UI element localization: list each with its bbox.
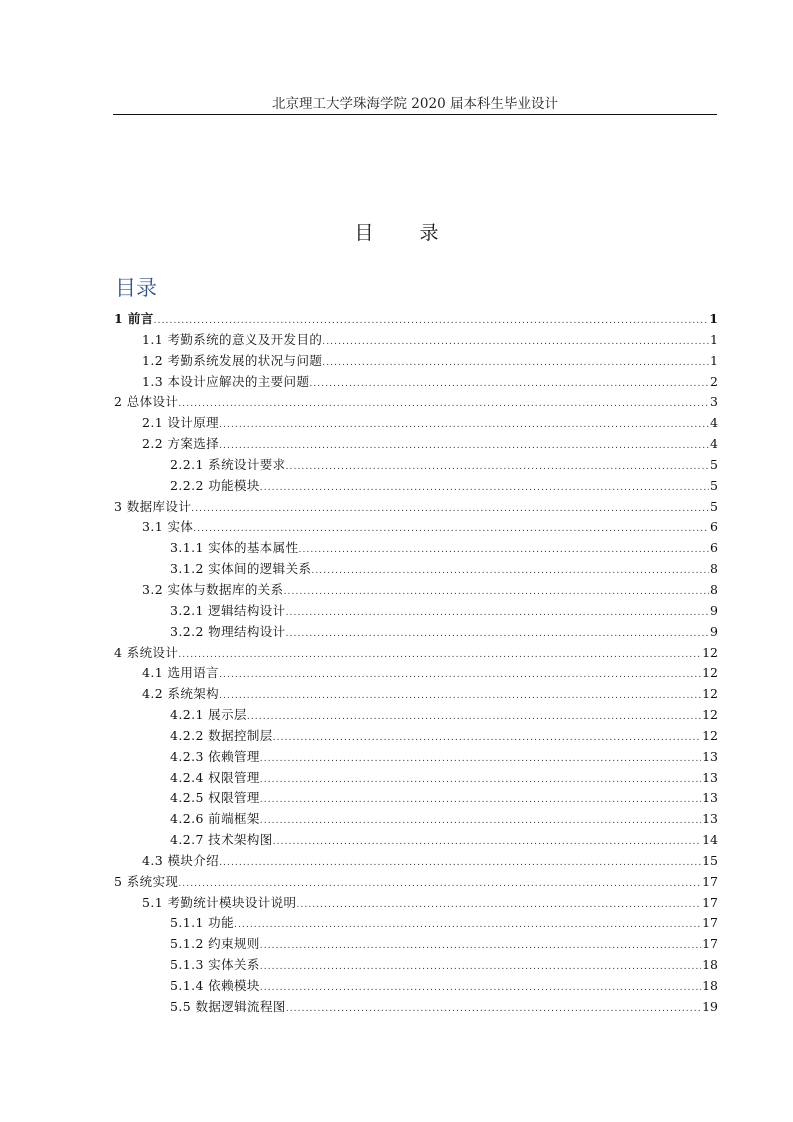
toc-page-number: 19: [702, 998, 718, 1014]
toc-entry[interactable]: [114, 497, 718, 518]
toc-entry[interactable]: [114, 351, 718, 372]
toc-entry-title: 4.2.4 权限管理: [170, 769, 260, 785]
toc-entry-title: 4.3 模块介绍: [142, 852, 220, 868]
toc-dot-leader: [311, 561, 709, 582]
toc-page-number: 8: [710, 581, 718, 597]
toc-page-number: 13: [702, 811, 718, 827]
toc-entry[interactable]: [114, 705, 718, 726]
toc-entry[interactable]: [114, 455, 718, 476]
toc-entry-title: 1.2 考勤系统发展的状况与问题: [142, 352, 323, 368]
toc-page-number: 5: [710, 456, 718, 472]
toc-page-number: 18: [702, 957, 718, 973]
toc-page-number: 17: [702, 873, 718, 889]
toc-page-number: 13: [702, 790, 718, 806]
toc-entry-title: 5.1.4 依赖模块: [170, 978, 260, 993]
toc-page-number: 6: [710, 519, 718, 535]
toc-entry[interactable]: [114, 601, 718, 622]
toc-dot-leader: [298, 540, 709, 561]
toc-entry-title: 4.2.7 技术架构图: [170, 832, 273, 848]
toc-dot-leader: [296, 895, 701, 916]
toc-entry-title: 5.5 数据逻辑流程图: [170, 998, 286, 1014]
toc-entry[interactable]: [114, 559, 718, 580]
toc-entry[interactable]: [114, 580, 718, 601]
toc-dot-leader: [260, 770, 701, 791]
toc-dot-leader: [284, 582, 709, 603]
table-of-contents: [114, 309, 718, 1018]
toc-entry-title: 1.1 考勤系统的意义及开发目的: [142, 331, 323, 347]
toc-entry-title: 2.2.1 系统设计要求: [170, 456, 286, 472]
toc-entry[interactable]: [114, 809, 718, 830]
toc-entry[interactable]: [114, 788, 718, 809]
toc-entry[interactable]: [114, 309, 718, 330]
toc-dot-leader: [273, 832, 701, 853]
toc-entry[interactable]: [114, 955, 718, 976]
toc-page-number: 17: [702, 936, 718, 952]
toc-entry[interactable]: [114, 372, 718, 393]
toc-entry[interactable]: [114, 684, 718, 705]
toc-page-number: 4: [710, 415, 718, 431]
toc-entry-title: 2.1 设计原理: [142, 415, 220, 431]
toc-entry[interactable]: [114, 434, 718, 455]
toc-entry-title: 4.2.1 展示层: [170, 707, 247, 723]
toc-entry[interactable]: [114, 476, 718, 497]
toc-entry-title: 4.2.5 权限管理: [170, 790, 260, 806]
toc-page-number: 17: [702, 894, 718, 910]
toc-entry[interactable]: [114, 747, 718, 768]
toc-dot-leader: [309, 374, 709, 395]
toc-entry[interactable]: [114, 934, 718, 955]
toc-entry-title: 5.1 考勤统计模块设计说明: [142, 894, 297, 910]
toc-page-number: 13: [702, 769, 718, 785]
toc-dot-leader: [260, 978, 701, 999]
toc-entry[interactable]: [114, 517, 718, 538]
toc-dot-leader: [260, 957, 701, 978]
toc-page-number: 1: [710, 352, 718, 368]
toc-page-number: 12: [702, 665, 718, 681]
header-divider: [113, 114, 717, 115]
toc-entry[interactable]: [114, 663, 718, 684]
toc-page-number: 12: [702, 686, 718, 702]
toc-entry[interactable]: [114, 872, 718, 893]
toc-page-number: 5: [710, 498, 718, 514]
page-title: 目 录: [354, 222, 459, 244]
toc-heading: 目录: [115, 276, 157, 300]
toc-dot-leader: [260, 749, 701, 770]
toc-dot-leader: [219, 415, 709, 436]
toc-page-number: 12: [702, 644, 718, 660]
toc-entry-title: 3.1.2 实体间的逻辑关系: [170, 561, 312, 577]
toc-dot-leader: [260, 478, 709, 499]
toc-dot-leader: [178, 394, 709, 415]
toc-dot-leader: [286, 603, 709, 624]
toc-page-number: 15: [702, 852, 718, 868]
toc-page-number: 12: [702, 707, 718, 723]
toc-entry-title: 3.2 实体与数据库的关系: [142, 581, 284, 597]
toc-entry-title: 3.2.2 物理结构设计: [170, 623, 286, 639]
toc-page-number: 17: [702, 915, 718, 931]
toc-page-number: 14: [702, 832, 718, 848]
toc-dot-leader: [178, 874, 701, 895]
toc-dot-leader: [219, 686, 701, 707]
toc-entry-title: 1 前言: [114, 311, 154, 326]
toc-entry-title: 5.1.2 约束规则: [170, 936, 260, 952]
toc-entry-title: 4.1 选用语言: [142, 665, 220, 681]
toc-dot-leader: [247, 707, 701, 728]
toc-dot-leader: [193, 519, 709, 540]
toc-page-number: 3: [710, 394, 718, 410]
toc-entry-title: 2.2 方案选择: [142, 436, 220, 452]
toc-entry-title: 5.1.3 实体关系: [170, 957, 260, 973]
toc-entry[interactable]: [114, 851, 718, 872]
toc-entry-title: 5 系统实现: [114, 873, 179, 889]
toc-dot-leader: [322, 353, 709, 374]
toc-page-number: 13: [702, 748, 718, 764]
toc-dot-leader: [219, 853, 701, 874]
toc-page-number: 9: [710, 602, 718, 618]
toc-entry-title: 4 系统设计: [114, 644, 179, 660]
toc-page-number: 1: [709, 311, 718, 326]
toc-dot-leader: [219, 436, 709, 457]
toc-dot-leader: [154, 311, 709, 332]
toc-page-number: 4: [710, 436, 718, 452]
toc-dot-leader: [286, 999, 701, 1020]
toc-page-number: 6: [710, 540, 718, 556]
toc-page-number: 9: [710, 623, 718, 639]
toc-entry-title: 3 数据库设计: [114, 498, 192, 514]
toc-dot-leader: [260, 811, 701, 832]
toc-entry-title: 4.2.3 依赖管理: [170, 748, 260, 764]
toc-entry-title: 1.3 本设计应解决的主要问题: [142, 373, 310, 389]
toc-entry-title: 4.2 系统架构: [142, 686, 220, 702]
toc-entry-title: 3.1 实体: [142, 519, 194, 535]
toc-entry[interactable]: [114, 643, 718, 664]
toc-entry[interactable]: [114, 726, 718, 747]
toc-entry[interactable]: [114, 830, 718, 851]
toc-entry-title: 4.2.2 数据控制层: [170, 727, 273, 743]
toc-dot-leader: [322, 332, 709, 353]
toc-dot-leader: [260, 936, 701, 957]
toc-entry[interactable]: [114, 413, 718, 434]
toc-dot-leader: [219, 665, 701, 686]
running-header: 北京理工大学珠海学院 2020 届本科生毕业设计: [272, 96, 558, 112]
toc-entry[interactable]: [114, 913, 718, 934]
toc-entry-title: 4.2.6 前端框架: [170, 811, 260, 827]
toc-entry[interactable]: [114, 330, 718, 351]
toc-entry[interactable]: [114, 893, 718, 914]
toc-entry[interactable]: [114, 622, 718, 643]
toc-entry[interactable]: [114, 997, 718, 1018]
toc-dot-leader: [273, 728, 701, 749]
toc-dot-leader: [234, 915, 701, 936]
toc-dot-leader: [260, 790, 701, 811]
toc-page-number: 2: [710, 373, 718, 389]
toc-entry-title: 3.1.1 实体的基本属性: [170, 540, 299, 556]
toc-entry-title: 2 总体设计: [114, 394, 179, 410]
toc-page-number: 8: [710, 561, 718, 577]
toc-dot-leader: [286, 457, 709, 478]
toc-entry[interactable]: [114, 538, 718, 559]
toc-dot-leader: [286, 624, 709, 645]
toc-entry[interactable]: [114, 768, 718, 789]
toc-entry-title: 3.2.1 逻辑结构设计: [170, 602, 286, 618]
toc-page-number: 12: [702, 727, 718, 743]
toc-page-number: 5: [710, 477, 718, 493]
toc-page-number: 1: [710, 331, 718, 347]
toc-dot-leader: [178, 645, 701, 666]
toc-dot-leader: [191, 499, 709, 520]
toc-entry[interactable]: [114, 976, 718, 997]
toc-entry-title: 5.1.1 功能: [170, 915, 234, 931]
toc-entry[interactable]: [114, 392, 718, 413]
toc-entry-title: 2.2.2 功能模块: [170, 477, 260, 493]
toc-page-number: 18: [702, 978, 718, 993]
